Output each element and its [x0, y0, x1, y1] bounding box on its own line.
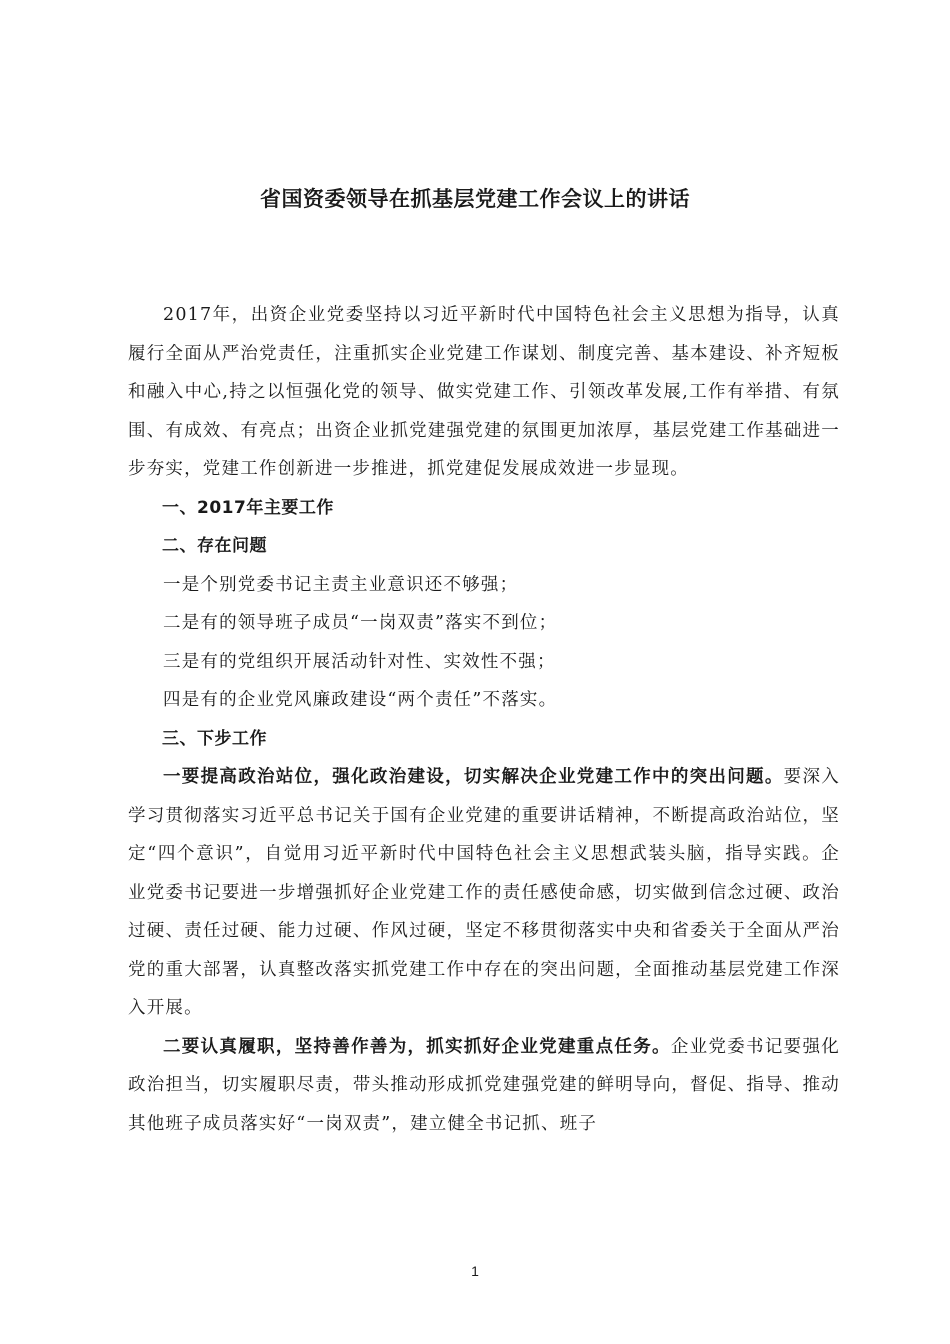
work-body-text: 要深入学习贯彻落实习近平总书记关于国有企业党建的重要讲话精神，不断提高政治站位，坚定“四个意识”，自觉用习近平新时代中国特色社会主义思想武装头脑，指导实践。企业党委书记要进一步增强抓好企业党建工作的责任感使命感，切实做到信念过硬、政治过硬、责任过硬、能力过硬、作风过硬，坚定不移贯彻落实中央和省委关于全面从严治党的重大部署，认真整改落实抓党建工作中存在的突出问题，全面推动基层党建工作深入开展。	[128, 767, 840, 1018]
problem-item: 一是个别党委书记主责主业意识还不够强；	[163, 574, 519, 595]
work-paragraph	[128, 758, 840, 1028]
page-number: 1	[471, 1263, 479, 1279]
work-paragraph	[128, 1028, 840, 1144]
problem-item: 二是有的领导班子成员“一岗双责”落实不到位；	[163, 613, 558, 633]
intro-paragraph: 2017年，出资企业党委坚持以习近平新时代中国特色社会主义思想为指导，认真履行全面从严治党责任，注重抓实企业党建工作谋划、制度完善、基本建设、补齐短板和融入中心,持之以恒强化党的领导、做实党建工作、引领改革发展,工作有举措、有氛围、有成效、有亮点；出资企业抓党建强党建的氛围更加浓厚，基层党建工作基础进一步夯实，党建工作创新进一步推进，抓党建促发展成效进一步显现。	[128, 305, 840, 479]
section-heading-problems: 二、存在问题	[162, 536, 267, 556]
work-body-text: 企业党委书记要强化政治担当，切实履职尽责，带头推动形成抓党建强党建的鲜明导向，督促、指导、推动其他班子成员落实好“一岗双责”，建立健全书记抓、班子	[128, 1036, 840, 1134]
document-title: 省国资委领导在抓基层党建工作会议上的讲话	[260, 187, 690, 211]
section-heading-main-work: 一、2017年主要工作	[162, 497, 334, 518]
problem-item: 三是有的党组织开展活动针对性、实效性不强；	[163, 651, 556, 672]
work-lead-sentence: 二要认真履职，坚持善作善为，抓实抓好企业党建重点任务。	[163, 1036, 671, 1057]
section-heading-next-steps: 三、下步工作	[162, 728, 267, 749]
problem-item: 四是有的企业党风廉政建设“两个责任”不落实。	[163, 690, 558, 710]
document-body	[128, 296, 840, 1143]
work-lead-sentence: 一要提高政治站位，强化政治建设，切实解决企业党建工作中的突出问题。	[163, 767, 784, 787]
